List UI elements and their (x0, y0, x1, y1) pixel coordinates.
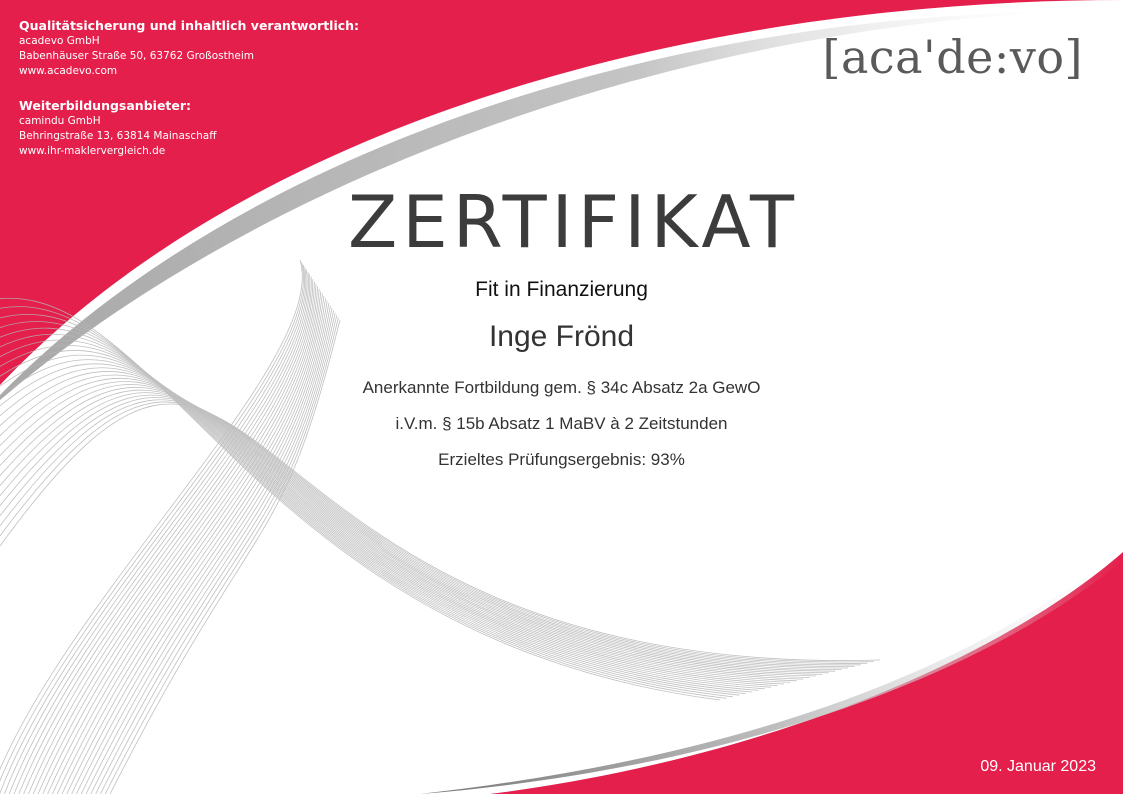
exam-result-text: Erzieltes Prüfungsergebnis: 93% (438, 450, 685, 469)
duration-text: i.V.m. § 15b Absatz 1 MaBV à 2 Zeitstunden (395, 414, 728, 433)
training-provider-website: www.ihr-maklervergleich.de (19, 145, 166, 157)
quality-assurance-website: www.acadevo.com (19, 65, 118, 77)
training-provider-company: camindu GmbH (19, 115, 101, 127)
issue-date: 09. Januar 2023 (980, 758, 1096, 775)
quality-assurance-heading: Qualitätsicherung und inhaltlich verantwortlich: (19, 18, 360, 33)
accreditation-text: Anerkannte Fortbildung gem. § 34c Absatz 2a GewO (362, 378, 761, 397)
quality-assurance-address: Babenhäuser Straße 50, 63762 Großostheim (19, 50, 254, 62)
acadevo-logo: [aca'de:vo] (822, 30, 1083, 84)
training-provider-address: Behringstraße 13, 63814 Mainaschaff (19, 130, 217, 142)
course-title: Fit in Finanzierung (475, 278, 648, 301)
quality-assurance-block (19, 17, 359, 79)
training-provider-block (19, 97, 216, 159)
participant-name: Inge Frönd (488, 320, 635, 353)
quality-assurance-company: acadevo GmbH (19, 35, 100, 47)
certificate-title: ZERTIFIKAT (347, 180, 800, 264)
training-provider-heading: Weiterbildungsanbieter: (19, 98, 192, 113)
